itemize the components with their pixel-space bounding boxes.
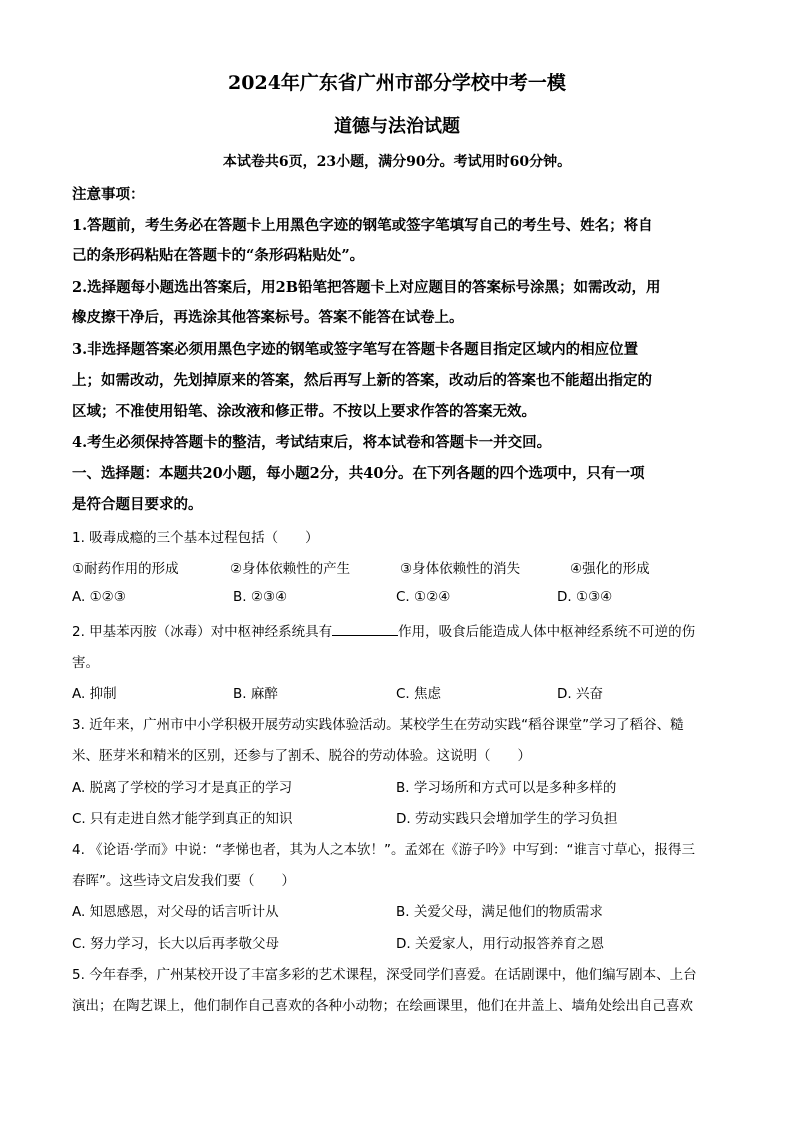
question-1-option-b: B. ②③④ bbox=[233, 589, 288, 605]
question-1-item: ③身体依赖性的消失 bbox=[400, 561, 521, 577]
question-1-option-c: C. ①②④ bbox=[396, 589, 451, 605]
notes-line: 区域；不准使用铅笔、涂改液和修正带。不按以上要求作答的答案无效。 bbox=[72, 403, 536, 420]
notes-line: 4.考生必须保持答题卡的整洁，考试结束后，将本试卷和答题卡一并交回。 bbox=[72, 434, 552, 451]
exam-info: 本试卷共6页，23小题，满分90分。考试用时60分钟。 bbox=[222, 154, 572, 170]
question-2-option-b: B. 麻醉 bbox=[233, 686, 278, 702]
question-3-stem: 3. 近年来，广州市中小学积极开展劳动实践体验活动。某校学生在劳动实践“稻谷课堂”学习了稻谷、糙 bbox=[72, 717, 684, 733]
notes-line: 3.非选择题答案必须用黑色字迹的钢笔或签字笔写在答题卡各题目指定区域内的相应位置 bbox=[72, 341, 639, 358]
notes-line: 己的条形码粘贴在答题卡的“条形码粘贴处”。 bbox=[72, 247, 365, 264]
question-1-item: ④强化的形成 bbox=[570, 561, 650, 577]
question-3-option-a: A. 脱离了学校的学习才是真正的学习 bbox=[72, 780, 293, 796]
section-heading: 是符合题目要求的。 bbox=[72, 496, 203, 513]
question-4-stem: 春晖”。这些诗文启发我们要（ ） bbox=[72, 873, 295, 889]
question-4-option-a: A. 知恩感恩，对父母的话言听计从 bbox=[72, 904, 279, 920]
question-3-option-c: C. 只有走进自然才能学到真正的知识 bbox=[72, 811, 293, 827]
question-1-option-a: A. ①②③ bbox=[72, 589, 126, 605]
question-2-stem-cont: 害。 bbox=[72, 655, 99, 671]
question-4-stem: 4. 《论语·学而》中说：“孝悌也者，其为人之本欤！”。孟郊在《游子吟》中写到：“谁言寸草心，报得三 bbox=[72, 842, 695, 858]
question-1-option-d: D. ①③④ bbox=[557, 589, 613, 605]
question-3-option-d: D. 劳动实践只会增加学生的学习负担 bbox=[396, 811, 618, 827]
notes-line: 1.答题前，考生务必在答题卡上用黑色字迹的钢笔或签字笔填写自己的考生号、姓名；将自 bbox=[72, 217, 653, 234]
exam-title: 2024年广东省广州市部分学校中考一模 bbox=[228, 72, 566, 94]
notes-line: 上；如需改动，先划掉原来的答案，然后再写上新的答案，改动后的答案也不能超出指定的 bbox=[72, 372, 652, 389]
answer-blank bbox=[332, 623, 398, 636]
section-heading: 一、选择题：本题共20小题，每小题2分，共40分。在下列各题的四个选项中，只有一项 bbox=[72, 465, 645, 482]
question-1-item: ①耐药作用的形成 bbox=[72, 561, 179, 577]
question-4-option-c: C. 努力学习，长大以后再孝敬父母 bbox=[72, 936, 280, 952]
exam-subject: 道德与法治试题 bbox=[334, 116, 460, 137]
question-3-stem: 米、胚芽米和精米的区别，还参与了割禾、脱谷的劳动体验。这说明（ ） bbox=[72, 748, 531, 764]
question-3-option-b: B. 学习场所和方式可以是多种多样的 bbox=[396, 780, 617, 796]
notes-line: 2.选择题每小题选出答案后，用2B铅笔把答题卡上对应题目的答案标号涂黑；如需改动，用 bbox=[72, 279, 661, 296]
question-2-stem-part: 2. 甲基苯丙胺（冰毒）对中枢神经系统具有 bbox=[72, 624, 333, 640]
question-4-option-b: B. 关爱父母，满足他们的物质需求 bbox=[396, 904, 603, 920]
question-2-option-a: A. 抑制 bbox=[72, 686, 117, 702]
question-4-option-d: D. 关爱家人，用行动报答养育之恩 bbox=[396, 936, 604, 952]
question-5-stem: 演出；在陶艺课上，他们制作自己喜欢的各种小动物；在绘画课里，他们在井盖上、墙角处绘出自己喜欢 bbox=[72, 998, 693, 1014]
notes-heading: 注意事项： bbox=[72, 186, 145, 203]
question-1-item: ②身体依赖性的产生 bbox=[230, 561, 351, 577]
question-2-stem-part: 作用，吸食后能造成人体中枢神经系统不可逆的伤 bbox=[398, 624, 696, 640]
question-2-stem bbox=[72, 620, 695, 640]
question-2-option-c: C. 焦虑 bbox=[396, 686, 442, 702]
question-1-stem: 1. 吸毒成瘾的三个基本过程包括（ ） bbox=[72, 530, 319, 546]
question-2-option-d: D. 兴奋 bbox=[557, 686, 603, 702]
question-5-stem: 5. 今年春季，广州某校开设了丰富多彩的艺术课程，深受同学们喜爱。在话剧课中，他们编写剧本、上台 bbox=[72, 967, 697, 983]
notes-line: 橡皮擦干净后，再选涂其他答案标号。答案不能答在试卷上。 bbox=[72, 309, 464, 326]
